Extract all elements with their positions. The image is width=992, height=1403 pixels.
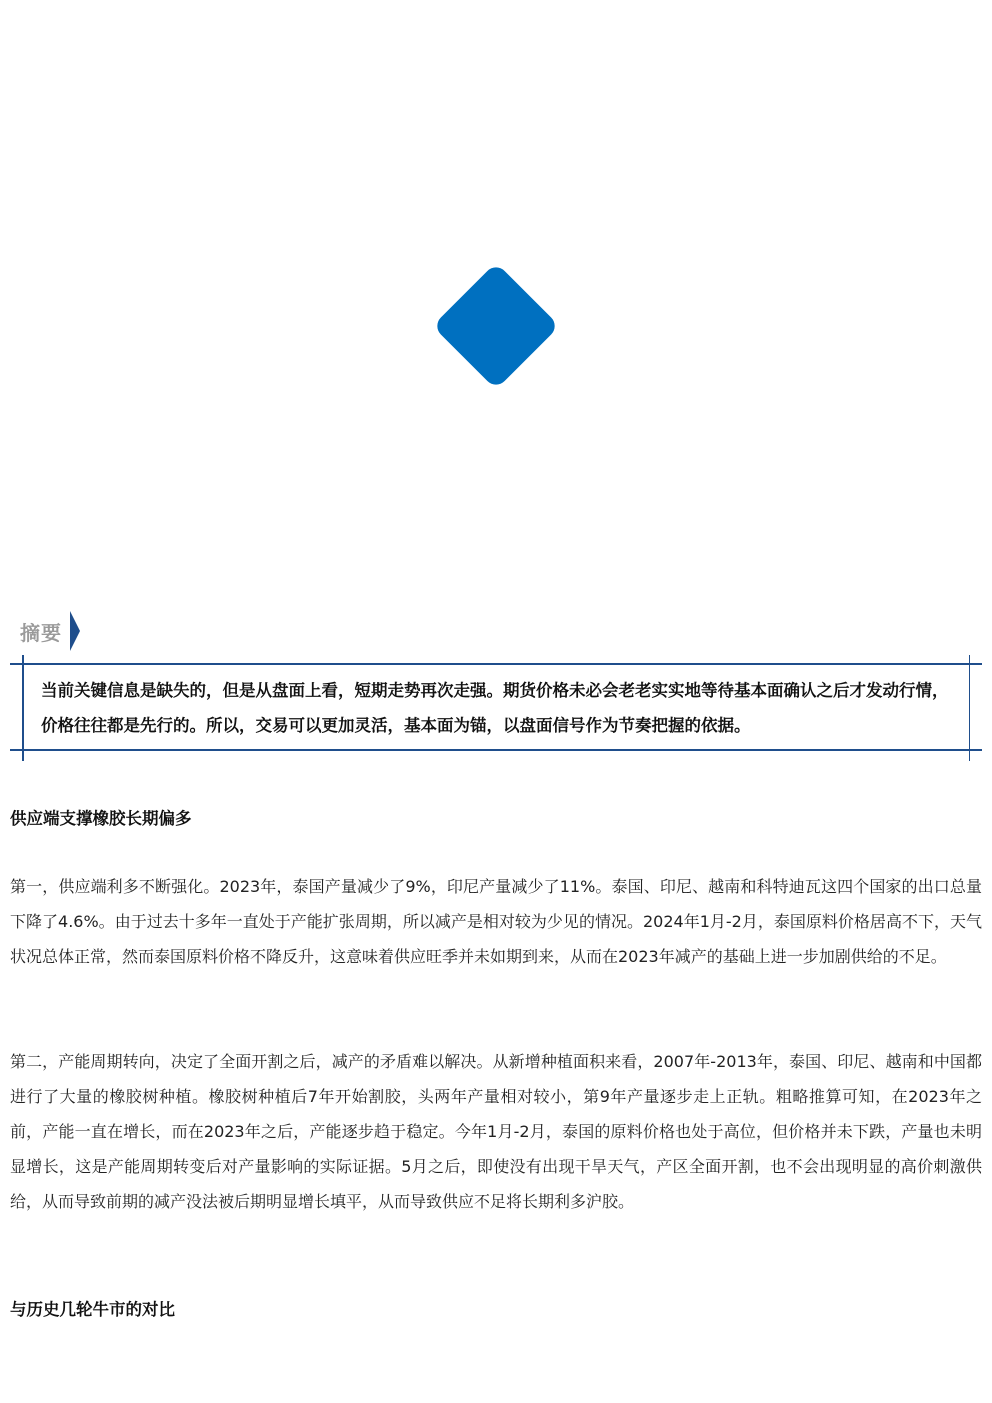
summary-text: 当前关键信息是缺失的，但是从盘面上看，短期走势再次走强。期货价格未必会老老实实地等待基本面确认之后才发动行情，价格往往都是先行的。所以，交易可以更加灵活，基本面为锚，以盘面信号作为节奏把握的依据。	[41, 681, 949, 735]
summary-label: 摘要	[20, 620, 62, 645]
paragraph-supply-second: 第二，产能周期转向，决定了全面开割之后，减产的矛盾难以解决。从新增种植面积来看，2007年-2013年，泰国、印尼、越南和中国都进行了大量的橡胶树种植。橡胶树种植后7年开始割胶，头两年产量相对较小，第9年产量逐步走上正轨。粗略推算可知，在2023年之前，产能一直在增长，而在2023年之后，产能逐步趋于稳定。今年1月-2月，泰国的原料价格也处于高位，但价格并未下跌，产量也未明显增长，这是产能周期转变后对产量影响的实际证据。5月之后，即使没有出现干旱天气，产区全面开割，也不会出现明显的高价刺激供给，从而导致前期的减产没法被后期明显增长填平，从而导致供应不足将长期利多沪胶。	[10, 1052, 982, 1211]
summary-bottom-rule	[10, 749, 982, 751]
diamond-logo-icon	[424, 254, 568, 398]
summary-left-rule	[22, 655, 24, 761]
summary-top-rule	[10, 663, 982, 665]
summary-box	[10, 655, 982, 761]
summary-right-rule	[969, 655, 971, 761]
section-heading-supply: 供应端支撑橡胶长期偏多	[10, 809, 192, 828]
chevron-right-icon	[70, 611, 82, 651]
paragraph-supply-first: 第一，供应端利多不断强化。2023年，泰国产量减少了9%，印尼产量减少了11%。泰国、印尼、越南和科特迪瓦这四个国家的出口总量下降了4.6%。由于过去十多年一直处于产能扩张周期，所以减产是相对较为少见的情况。2024年1月-2月，泰国原料价格居高不下，天气状况总体正常，然而泰国原料价格不降反升，这意味着供应旺季并未如期到来，从而在2023年减产的基础上进一步加剧供给的不足。	[10, 877, 982, 966]
section-heading-history: 与历史几轮牛市的对比	[10, 1300, 175, 1319]
summary-tag	[20, 611, 82, 651]
